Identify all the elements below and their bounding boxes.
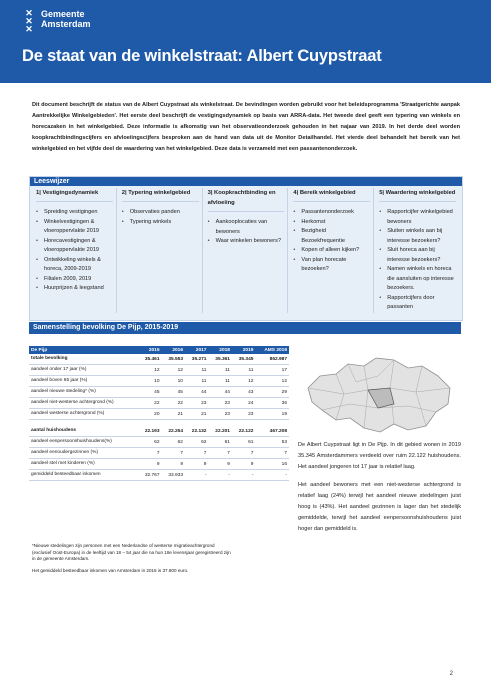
row-label: aandeel boven 65 jaar (%) — [29, 376, 138, 387]
row-label: aandeel eenpersoonshuishoudens(%) — [29, 437, 138, 448]
table-header-cell: De Pijp — [29, 346, 138, 354]
table-cell: 35.461 — [138, 354, 161, 365]
row-label: aantal huishoudens — [29, 426, 138, 437]
leeswijzer-list — [122, 208, 199, 227]
table-cell: 11 — [208, 365, 231, 376]
table-cell: 11 — [232, 365, 255, 376]
list-item: • Aankooplocaties van bewoners — [208, 218, 285, 237]
table-cell: 17 — [255, 365, 289, 376]
table-cell: 32.767 — [138, 470, 161, 481]
table-cell: 62 — [185, 437, 208, 448]
table-cell: 7 — [232, 448, 255, 459]
table-row — [29, 365, 289, 376]
table-cell: 7 — [138, 448, 161, 459]
list-item: • Observaties panden — [122, 208, 199, 218]
table-header-cell: 2016 — [162, 346, 185, 354]
leeswijzer-list — [36, 208, 113, 294]
table-cell: 12 — [162, 365, 185, 376]
list-item: • Herkomst — [293, 218, 370, 228]
table-cell: 7 — [185, 448, 208, 459]
table-cell: 21 — [162, 409, 185, 420]
table-cell: 45 — [138, 387, 161, 398]
table-cell: 19 — [255, 409, 289, 420]
list-item: • Filialen 2009, 2019 — [36, 275, 113, 285]
table-cell: 24 — [232, 398, 255, 409]
table-header-row — [29, 346, 289, 354]
table-cell: 22.193 — [138, 426, 161, 437]
row-label: aandeel eenoudergezinnen (%) — [29, 448, 138, 459]
row-label: aandeel stel met kinderen (%) — [29, 459, 138, 470]
table-cell: 36 — [255, 398, 289, 409]
table-cell: 43 — [232, 387, 255, 398]
table-cell: 7 — [162, 448, 185, 459]
table-row — [29, 387, 289, 398]
leeswijzer-column-title: 5| Waardering winkelgebied — [379, 188, 456, 202]
table-cell: - — [232, 470, 255, 481]
table-row — [29, 470, 289, 481]
table-cell: 35.345 — [232, 354, 255, 365]
table-cell: 16 — [255, 459, 289, 470]
summary-text — [298, 440, 461, 542]
table-cell: 23 — [208, 398, 231, 409]
page-number: 2 — [449, 671, 453, 677]
list-item: • Winkelvestigingen & vloeroppervlakte 2019 — [36, 218, 113, 237]
summary-paragraph-1: De Albert Cuypstraat ligt in De Pijp. In dit gebied wonen in 2019 35.345 Amsterdammers verdeeld over ruim 22.122 huishoudens. Het aandeel jongeren tot 17 jaar is relatief laag. — [298, 442, 461, 470]
table-cell: 12 — [232, 376, 255, 387]
table-cell: 35.361 — [208, 354, 231, 365]
row-label: aandeel nieuwe stedeling* (%) — [29, 387, 138, 398]
list-item: • Rapportcijfer winkelgebied bewoners — [379, 208, 456, 227]
list-item: • Kopen of alleen kijken? — [293, 246, 370, 256]
table-cell: 61 — [208, 437, 231, 448]
amsterdam-map — [298, 346, 461, 436]
table-cell: 23 — [185, 398, 208, 409]
list-item: • Bezigheid Bezoekfrequentie — [293, 227, 370, 246]
table-cell: 35.271 — [185, 354, 208, 365]
page-header — [0, 0, 491, 83]
footnote-inkomen: Het gemiddeld besteedbaar inkomen van Amsterdam in 2016 is 37.800 euro. — [32, 567, 189, 573]
table-header-cell: 2015 — [138, 346, 161, 354]
table-row — [29, 376, 289, 387]
leeswijzer-heading: Leeswijzer — [30, 177, 462, 186]
population-table — [29, 346, 289, 481]
table-row — [29, 448, 289, 459]
leeswijzer-list — [208, 218, 285, 247]
table-header-cell: 2017 — [185, 346, 208, 354]
table-cell: 62 — [162, 437, 185, 448]
table-cell: 9 — [208, 459, 231, 470]
table-cell: 467.208 — [255, 426, 289, 437]
table-cell: - — [255, 470, 289, 481]
row-label: totale bevolking — [29, 354, 138, 365]
table-cell: 62 — [138, 437, 161, 448]
table-row — [29, 398, 289, 409]
table-cell: 33.933 — [162, 470, 185, 481]
table-cell: 862.987 — [255, 354, 289, 365]
table-cell: 22 — [138, 398, 161, 409]
table-header-cell: 2018 — [208, 346, 231, 354]
table-cell: 22.254 — [162, 426, 185, 437]
intro-paragraph — [32, 100, 460, 155]
table-cell: 10 — [138, 376, 161, 387]
list-item: • Spreiding vestigingen — [36, 208, 113, 218]
leeswijzer-column — [33, 188, 117, 313]
table-header-cell: 2019 — [232, 346, 255, 354]
population-section-heading: Samenstelling bevolking De Pijp, 2015-2019 — [29, 322, 461, 334]
table-cell: 20 — [138, 409, 161, 420]
table-cell: 12 — [138, 365, 161, 376]
gemeente-logo — [22, 9, 91, 33]
table-cell: - — [208, 470, 231, 481]
table-cell: - — [185, 470, 208, 481]
table-cell: 23 — [208, 409, 231, 420]
row-label: aandeel westerse achtergrond (%) — [29, 409, 138, 420]
row-label: gemiddeld besteedbaar inkomen — [29, 470, 138, 481]
row-label: aandeel niet-westerse achtergrond (%) — [29, 398, 138, 409]
table-cell: 22 — [162, 398, 185, 409]
list-item: • Passantenonderzoek — [293, 208, 370, 218]
list-item: • Waar winkelen bewoners? — [208, 237, 285, 247]
table-cell: 12 — [255, 376, 289, 387]
table-cell: 11 — [208, 376, 231, 387]
table-row — [29, 409, 289, 420]
table-cell: 29 — [255, 387, 289, 398]
table-row — [29, 426, 289, 437]
list-item: • Namen winkels en horeca die aansluiten op interesse bezoekers. — [379, 265, 456, 294]
list-item: • Van plan horecate bezoeken? — [293, 256, 370, 275]
footnote-nieuwe-stedelingen: *Nieuwe stedelingen zijn personen met een Nederlandse of westerse migratieachtergrond (exclusief Oost-Europa) in de leeftijd van 18 – 54 jaar die na hun 18e levensjaar geregistreerd zijn in de gemeente Amsterdam. — [32, 543, 231, 562]
table-cell: 22.122 — [232, 426, 255, 437]
list-item: • Typering winkels — [122, 218, 199, 228]
summary-paragraph-2: Het aandeel bewoners met een niet-westerse achtergrond is relatief laag (24%) terwijl het aandeel nieuwe stedelingen juist hoog is (43%). Het aandeel gezinnen is lager dan het stedelijk gemiddelde, terwijl het aandeel eenpersoonshuishoudens juist hoger dan gemiddeld is. — [298, 482, 461, 532]
leeswijzer-column — [205, 188, 289, 313]
table-cell: 22.132 — [185, 426, 208, 437]
table-cell: 53 — [255, 437, 289, 448]
leeswijzer-column — [119, 188, 203, 313]
table-cell: 21 — [185, 409, 208, 420]
table-cell: 9 — [232, 459, 255, 470]
table-cell: 9 — [162, 459, 185, 470]
table-cell: 9 — [138, 459, 161, 470]
leeswijzer-column-title: 4| Bereik winkelgebied — [293, 188, 370, 202]
andreas-cross-icon: ✕ ✕ ✕ — [25, 8, 33, 34]
logo-line-2: Amsterdam — [41, 19, 91, 29]
leeswijzer-column — [290, 188, 374, 313]
table-cell: 23 — [232, 409, 255, 420]
list-item: • Rapportcijfers door passanten — [379, 294, 456, 313]
table-row — [29, 459, 289, 470]
table-cell: 11 — [185, 376, 208, 387]
table-cell: 9 — [185, 459, 208, 470]
leeswijzer-panel — [29, 176, 463, 321]
table-row — [29, 437, 289, 448]
leeswijzer-column-title: 1| Vestigingsdynamiek — [36, 188, 113, 202]
intro-text: Dit document beschrijft de status van de Albert Cuypstraat als winkelstraat. De bevindingen worden gebruikt voor het beleidsprogramma 'Straatgerichte aanpak Aantrekkelijke Winkelgebieden'. Het eerste deel beschrijft de vestigingsdynamiek op basis van ARRA-data. Het tweede deel geeft een typering van winkels en horecazaken in het winkelgebied. Deze informatie is afkomstig van het observatieonderzoek gehouden in het najaar van 2019. In het derde deel worden koopkrachtbindingscijfers en afvloeiingscijfers besproken aan de hand van data uit de Monitor Detailhandel. Het vierde deel behandelt het bereik van het winkelgebied en het vijfde deel de waardering van het winkelgebied. Deze data is verzameld met een passantenonderzoek. — [32, 102, 460, 152]
list-item: • Ontwikkeling winkels & horeca, 2009-2019 — [36, 256, 113, 275]
table-row — [29, 354, 289, 365]
leeswijzer-column-title: 2| Typering winkelgebied — [122, 188, 199, 202]
leeswijzer-list — [293, 208, 370, 275]
table-cell: 35.553 — [162, 354, 185, 365]
table-cell: 22.201 — [208, 426, 231, 437]
table-cell: 45 — [162, 387, 185, 398]
row-label: aandeel onder 17 jaar (%) — [29, 365, 138, 376]
logo-line-1: Gemeente — [41, 9, 85, 19]
table-header-cell: AMS 2019 — [255, 346, 289, 354]
leeswijzer-column-title: 3| Koopkrachtbinding en afvloeiing — [208, 188, 285, 212]
table-cell: 44 — [208, 387, 231, 398]
list-item: • Huurprijzen & leegstand — [36, 284, 113, 294]
list-item: • Horecavestigingen & vloeroppervlakte 2019 — [36, 237, 113, 256]
table-cell: 10 — [162, 376, 185, 387]
page-title: De staat van de winkelstraat: Albert Cuypstraat — [22, 47, 382, 65]
list-item: • Sluiten winkels aan bij interesse bezoekers? — [379, 227, 456, 246]
leeswijzer-list — [379, 208, 456, 313]
leeswijzer-column — [376, 188, 459, 313]
table-cell: 61 — [232, 437, 255, 448]
list-item: • Sluit horeca aan bij interesse bezoekers? — [379, 246, 456, 265]
leeswijzer-columns — [30, 186, 462, 313]
table-cell: 44 — [185, 387, 208, 398]
table-cell: 7 — [208, 448, 231, 459]
table-cell: 7 — [255, 448, 289, 459]
table-cell: 11 — [185, 365, 208, 376]
table-footnotes — [32, 543, 232, 579]
